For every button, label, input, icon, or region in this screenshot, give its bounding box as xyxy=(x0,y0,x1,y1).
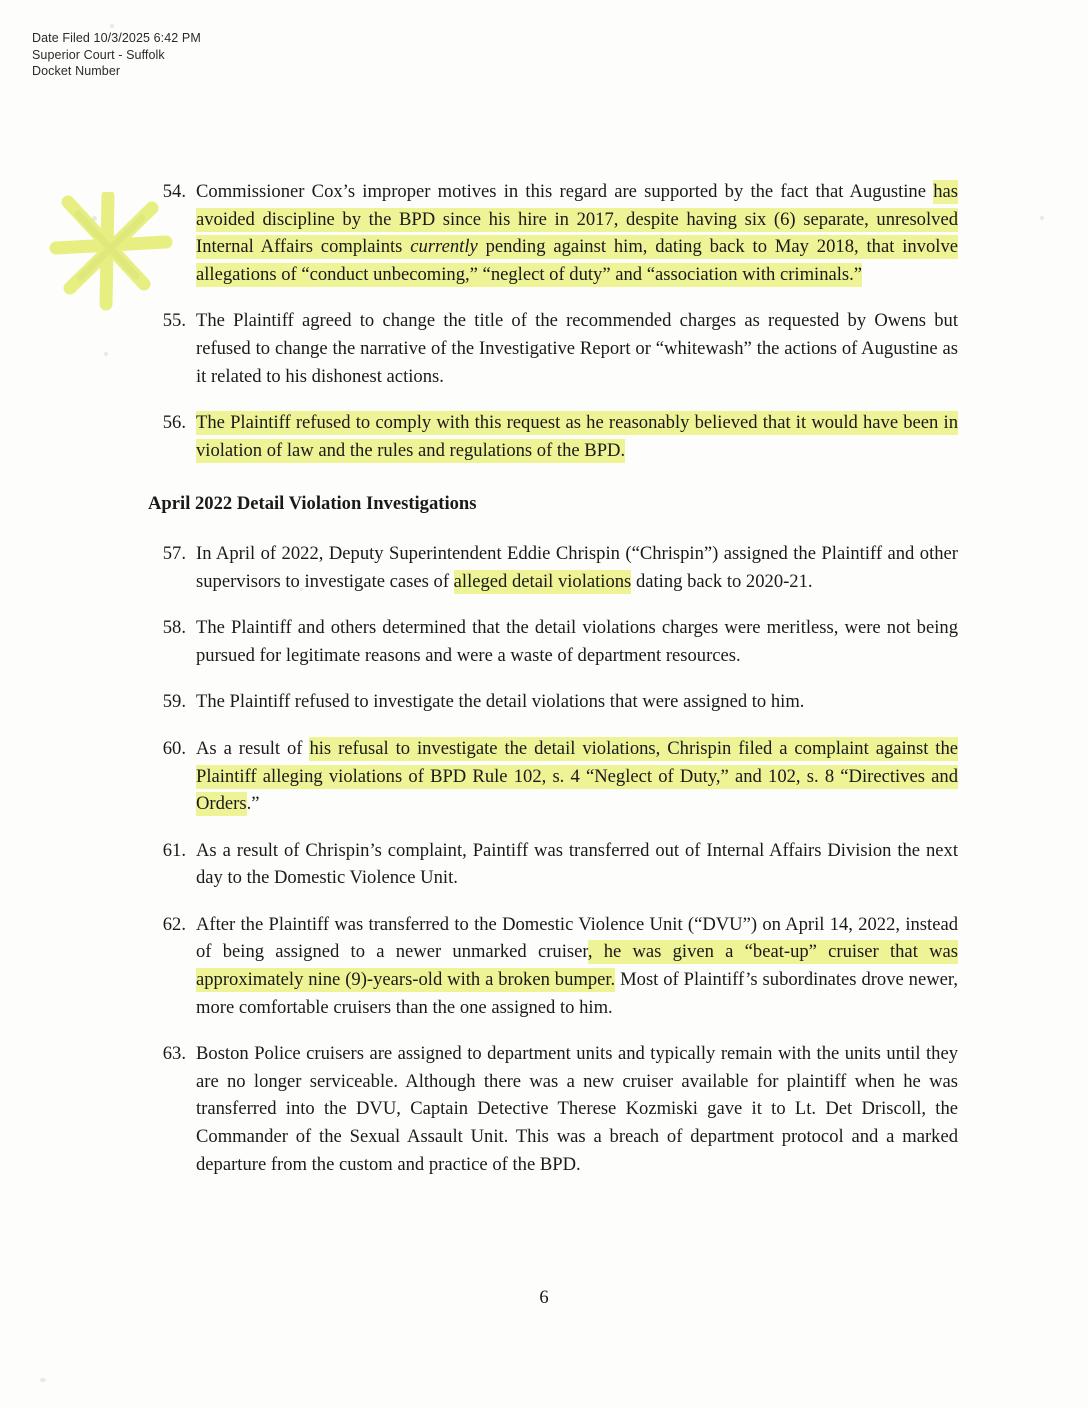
plain-text: The Plaintiff and others determined that the detail violations charges were meritless, were not being pursued for legitimate reasons and were a waste of department resources. xyxy=(196,617,958,666)
paragraph-text xyxy=(196,307,958,390)
court-name-line: Superior Court - Suffolk xyxy=(32,47,165,62)
paragraph-text xyxy=(196,735,958,818)
scan-speckle xyxy=(40,1378,46,1382)
numbered-paragraph xyxy=(148,688,958,716)
scan-speckle xyxy=(104,352,108,356)
paragraph-number: 55. xyxy=(162,310,186,332)
plain-text: The Plaintiff refused to investigate the detail violations that were assigned to him. xyxy=(196,691,805,713)
scan-speckle xyxy=(92,216,97,221)
numbered-paragraph xyxy=(148,409,958,464)
highlighted-text: pending against him, dating back to May 2018, that involve allegations of “conduct unbecoming,” “neglect of duty” and “association with criminals.” xyxy=(196,236,958,285)
plain-text: As a result of Chrispin’s complaint, Paintiff was transferred out of Internal Affairs Division the next day to the Domestic Violence Unit. xyxy=(196,839,958,889)
paragraph-number: 59. xyxy=(162,691,186,713)
document-body xyxy=(148,178,958,1197)
numbered-paragraph xyxy=(148,614,958,669)
paragraph-number: 54. xyxy=(162,181,186,202)
paragraph-text xyxy=(196,837,958,892)
numbered-paragraph-group-before-heading xyxy=(148,178,958,464)
plain-text: Most of Plaintiff’s subordinates drove newer, more comfortable cruisers than the one assigned to him. xyxy=(196,969,958,1018)
paragraph-number: 58. xyxy=(162,617,186,639)
paragraph-text xyxy=(196,688,958,716)
plain-text: As a result of xyxy=(196,737,310,759)
highlighted-text: The Plaintiff refused to comply with this request as he reasonably believed that it would have been in violation of law and the rules and regulations of the BPD. xyxy=(196,412,958,461)
filing-date-line: Date Filed 10/3/2025 6:42 PM xyxy=(32,31,201,45)
plain-text: After the Plaintiff was transferred to the Domestic Violence Unit (“DVU”) on April 14, 2022, instead of being assigned to a newer unmarked cruiser xyxy=(196,913,958,963)
paragraph-text xyxy=(196,409,958,464)
paragraph-number: 63. xyxy=(162,1043,186,1065)
paragraph-text xyxy=(196,614,958,669)
numbered-paragraph xyxy=(148,1040,958,1178)
highlighted-text: has avoided discipline by the BPD since his hire in 2017, despite having six (6) separate, unresolved Internal Affairs complaints xyxy=(196,181,958,258)
plain-text: Boston Police cruisers are assigned to department units and typically remain with the units until they are no longer serviceable. Although there was a new cruiser available for plaintiff when he was transferred into the DVU, Captain Detective Therese Kozmiski gave it to Lt. Det Driscoll, the Commander of the Sexual Assault Unit. This was a breach of department protocol and a marked departure from the custom and practice of the BPD. xyxy=(196,1043,958,1175)
plain-text: The Plaintiff agreed to change the title of the recommended charges as requested by Owens but refused to change the narrative of the Investigative Report or “whitewash” the actions of Augustine as it related to his dishonest actions. xyxy=(196,310,958,387)
numbered-paragraph xyxy=(148,307,958,390)
paragraph-number: 57. xyxy=(162,542,186,564)
paragraph-number: 62. xyxy=(162,913,186,935)
plain-text: .” xyxy=(246,793,260,815)
plain-text: In April of 2022, Deputy Superintendent Eddie Chrispin (“Chrispin”) assigned the Plaintiff and other supervisors to investigate cases of xyxy=(196,542,958,592)
highlighted-text: , he was given a “beat-up” cruiser that was approximately nine (9)-years-old with a broken bumper. xyxy=(196,941,959,991)
plain-text: Commissioner Cox’s improper motives in this regard are supported by the fact that Augustine xyxy=(196,181,934,202)
paragraph-text xyxy=(196,1040,958,1178)
numbered-paragraph xyxy=(148,540,958,595)
highlighted-text: currently xyxy=(410,236,478,258)
paragraph-text xyxy=(196,911,958,1021)
numbered-paragraph-group-after-heading xyxy=(148,540,958,1178)
paragraph-number: 56. xyxy=(162,412,186,434)
highlighted-text: alleged detail violations xyxy=(453,570,632,592)
scan-speckle xyxy=(110,24,114,28)
paragraph-text xyxy=(196,540,958,595)
paragraph-text xyxy=(196,178,958,288)
numbered-paragraph xyxy=(148,911,958,1021)
numbered-paragraph xyxy=(148,837,958,892)
scan-speckle xyxy=(1040,216,1044,220)
court-filing-stamp xyxy=(32,30,201,80)
numbered-paragraph xyxy=(148,735,958,818)
docket-number-line: Docket Number xyxy=(32,64,121,78)
paragraph-number: 61. xyxy=(162,839,186,861)
numbered-paragraph xyxy=(148,178,958,288)
section-heading: April 2022 Detail Violation Investigations xyxy=(148,493,477,515)
page-number: 6 xyxy=(539,1288,549,1308)
highlighted-text: his refusal to investigate the detail violations, Chrispin filed a complaint against the Plaintiff alleging violations of BPD Rule 102, s. 4 “Neglect of Duty,” and 102, s. 8 “Directives and Orders xyxy=(196,737,959,815)
paragraph-number: 60. xyxy=(162,737,186,759)
plain-text: dating back to 2020-21. xyxy=(631,570,813,592)
